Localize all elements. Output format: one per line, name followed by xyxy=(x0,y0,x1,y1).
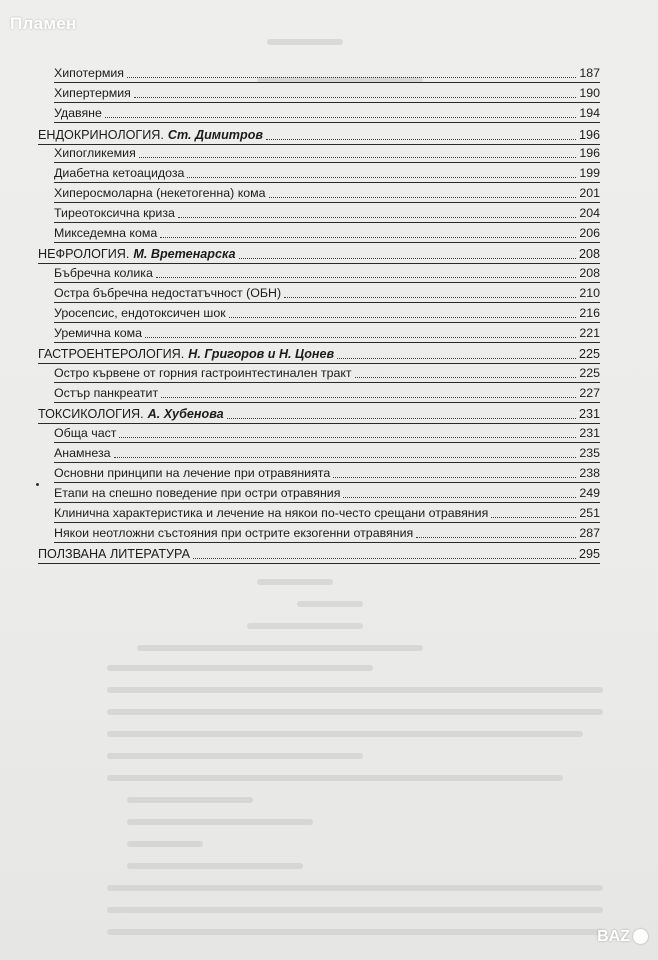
toc-leader-dots xyxy=(134,97,576,98)
logo-text: BAZ xyxy=(597,928,630,945)
toc-row xyxy=(54,306,600,323)
toc-leader-dots xyxy=(145,337,576,338)
toc-title: Хипотермия xyxy=(54,66,124,80)
toc-title: Хипертермия xyxy=(54,86,131,100)
toc-leader-dots xyxy=(337,358,576,359)
toc-page-number: 295 xyxy=(578,547,600,561)
watermark-text: Пламен xyxy=(10,14,77,33)
toc-row xyxy=(54,446,600,463)
toc-page-number: 227 xyxy=(579,386,600,400)
toc-page-number: 221 xyxy=(579,326,600,340)
toc-row xyxy=(54,226,600,243)
toc-title: Хипогликемия xyxy=(54,146,136,160)
toc-page-number: 287 xyxy=(579,526,600,540)
toc-chapter-row xyxy=(38,407,600,424)
toc-leader-dots xyxy=(416,537,576,538)
toc-row xyxy=(54,266,600,283)
toc-page-number: 231 xyxy=(579,426,600,440)
toc-title: Тиреотоксична криза xyxy=(54,206,175,220)
toc-leader-dots xyxy=(156,277,576,278)
toc-author: А. Хубенова xyxy=(147,407,224,421)
toc-leader-dots xyxy=(266,139,576,140)
toc-page-number: 231 xyxy=(578,407,600,421)
toc-row xyxy=(54,386,600,403)
stray-mark xyxy=(36,483,39,486)
toc-page-number: 194 xyxy=(579,106,600,120)
toc-page-number: 216 xyxy=(579,306,600,320)
toc-title: ЕНДОКРИНОЛОГИЯ. xyxy=(38,128,164,142)
toc-page-number: 206 xyxy=(579,226,600,240)
logo xyxy=(597,928,648,946)
toc-page-number: 196 xyxy=(579,146,600,160)
logo-dot-icon xyxy=(633,929,648,944)
toc-row xyxy=(54,526,600,543)
toc-row xyxy=(54,506,600,523)
toc-leader-dots xyxy=(491,517,576,518)
toc-title: Уремична кома xyxy=(54,326,143,340)
toc-page-number: 249 xyxy=(579,486,600,500)
toc-leader-dots xyxy=(187,177,576,178)
toc-row xyxy=(54,326,600,343)
toc-title: Микседемна кома xyxy=(54,226,158,240)
toc-author: М. Вретенарска xyxy=(133,247,236,261)
toc-row xyxy=(54,146,600,163)
toc-title: Диабетна кетоацидоза xyxy=(54,166,185,180)
toc-leader-dots xyxy=(119,437,576,438)
toc-page-number: 225 xyxy=(579,366,600,380)
toc-row xyxy=(54,86,600,103)
toc-page-number: 251 xyxy=(579,506,600,520)
toc-row xyxy=(54,286,600,303)
toc-leader-dots xyxy=(178,217,576,218)
toc-row xyxy=(54,466,600,483)
toc-leader-dots xyxy=(139,157,577,158)
toc-row xyxy=(54,206,600,223)
toc-chapter-row xyxy=(38,128,600,145)
toc-title: НЕФРОЛОГИЯ. xyxy=(38,247,130,261)
toc-title: Основни принципи на лечение при отравянията xyxy=(54,466,331,480)
toc-title: Бъбречна колика xyxy=(54,266,153,280)
toc-author: Н. Григоров и Н. Цонев xyxy=(188,347,335,361)
toc-title: ПОЛЗВАНА ЛИТЕРАТУРА xyxy=(38,547,190,561)
toc-leader-dots xyxy=(333,477,576,478)
toc-page-number: 190 xyxy=(579,86,600,100)
toc-leader-dots xyxy=(343,497,576,498)
toc-row xyxy=(54,486,600,503)
toc-title: ТОКСИКОЛОГИЯ. xyxy=(38,407,144,421)
toc-row xyxy=(54,186,600,203)
toc-chapter-row xyxy=(38,247,600,264)
toc-page-number: 235 xyxy=(579,446,600,460)
toc-title: ГАСТРОЕНТЕРОЛОГИЯ. xyxy=(38,347,185,361)
toc-page-number: 199 xyxy=(579,166,600,180)
toc-page-number: 210 xyxy=(579,286,600,300)
toc-title: Остър панкреатит xyxy=(54,386,159,400)
toc-leader-dots xyxy=(127,77,576,78)
toc-title: Обща част xyxy=(54,426,117,440)
toc-page-number: 204 xyxy=(579,206,600,220)
toc-page-number: 201 xyxy=(579,186,600,200)
toc-title: Остро кървене от горния гастроинтестинален тракт xyxy=(54,366,352,380)
toc-leader-dots xyxy=(355,377,577,378)
toc-row xyxy=(54,166,600,183)
toc-page-number: 225 xyxy=(578,347,600,361)
toc-leader-dots xyxy=(229,317,577,318)
toc-row xyxy=(54,366,600,383)
toc-row xyxy=(54,106,600,123)
toc-title: Остра бъбречна недостатъчност (ОБН) xyxy=(54,286,282,300)
toc-title: Етапи на спешно поведение при остри отравяния xyxy=(54,486,341,500)
toc-title: Анамнеза xyxy=(54,446,111,460)
toc-leader-dots xyxy=(269,197,577,198)
toc-title: Клинична характеристика и лечение на някои по-често срещани отравяния xyxy=(54,506,489,520)
toc-title: Удавяне xyxy=(54,106,102,120)
toc-page-number: 196 xyxy=(578,128,600,142)
toc-title: Някои неотложни състояния при острите екзогенни отравяния xyxy=(54,526,414,540)
toc-page-number: 208 xyxy=(579,266,600,280)
toc-leader-dots xyxy=(160,237,576,238)
toc-chapter-row xyxy=(38,347,600,364)
toc-page-number: 187 xyxy=(579,66,600,80)
toc-leader-dots xyxy=(114,457,577,458)
toc-leader-dots xyxy=(161,397,576,398)
toc-leader-dots xyxy=(284,297,576,298)
toc-title: Хиперосмоларна (некетогенна) кома xyxy=(54,186,266,200)
toc-leader-dots xyxy=(227,418,576,419)
toc-row xyxy=(54,66,600,83)
toc-title: Уросепсис, ендотоксичен шок xyxy=(54,306,226,320)
toc-chapter-row xyxy=(38,547,600,564)
toc-page-number: 238 xyxy=(579,466,600,480)
toc-author: Ст. Димитров xyxy=(167,128,264,142)
toc-leader-dots xyxy=(239,258,576,259)
toc-row xyxy=(54,426,600,443)
toc-leader-dots xyxy=(105,117,576,118)
toc-page-number: 208 xyxy=(578,247,600,261)
toc-leader-dots xyxy=(193,558,576,559)
